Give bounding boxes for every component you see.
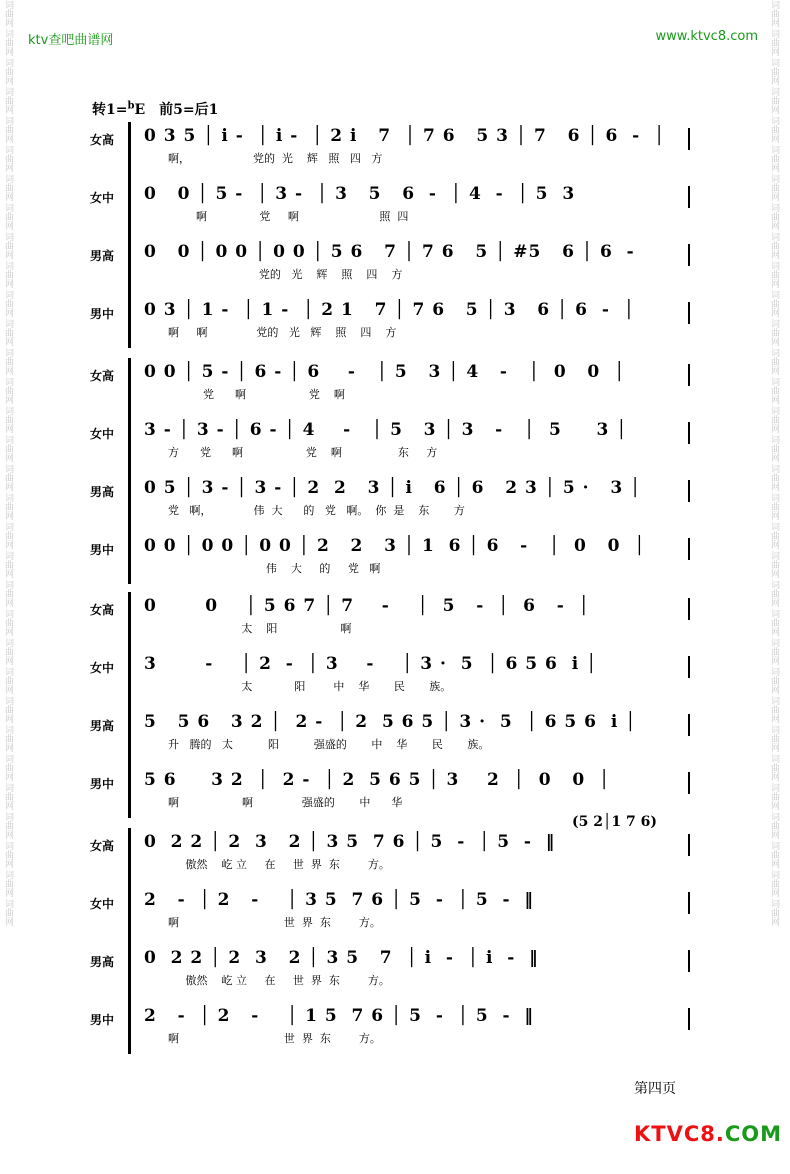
watermark-glyph: 词曲网 (769, 174, 779, 201)
watermark-glyph: 词曲网 (3, 493, 13, 520)
watermark-glyph: 词曲网 (769, 232, 779, 259)
part-name: 女高 (90, 369, 115, 383)
lyrics-line: 方 党 啊 党 啊 东 方 (168, 446, 438, 459)
lyrics-line: 啊 党 啊 照 四 (168, 210, 409, 223)
watermark-glyph: 词曲网 (769, 754, 779, 781)
watermark-glyph: 词曲网 (769, 464, 779, 491)
end-barline (688, 1008, 690, 1030)
watermark-glyph: 词曲网 (769, 203, 779, 230)
side-watermark-left (2, 0, 22, 928)
watermark-glyph: 词曲网 (3, 783, 13, 810)
end-barline (688, 656, 690, 678)
watermark-glyph: 词曲网 (769, 609, 779, 636)
lyrics-line: 傲然 屹 立 在 世 界 东 方。 (168, 858, 390, 871)
staff-row (90, 420, 690, 464)
staff-row (90, 654, 690, 698)
end-barline (688, 186, 690, 208)
end-barline (688, 302, 690, 324)
watermark-glyph: 词曲网 (3, 725, 13, 752)
watermark-glyph: 词曲网 (769, 116, 779, 143)
staff-row (90, 242, 690, 286)
watermark-glyph: 词曲网 (3, 638, 13, 665)
lyrics-line: 伟 大 的 党 啊 (168, 562, 381, 575)
part-name: 男高 (90, 955, 115, 969)
watermark-glyph: 词曲网 (3, 261, 13, 288)
watermark-glyph: 词曲网 (3, 435, 13, 462)
lyrics-line: 啊 啊 强盛的 中 华 (168, 796, 403, 809)
lyrics-line: 升 腾的 太 阳 强盛的 中 华 民 族。 (168, 738, 490, 751)
part-name: 女中 (90, 427, 115, 441)
end-barline (688, 892, 690, 914)
notation-line: 0 0 │ 0 0 │ 0 0 │ 2 2 3 │ 1 6 │ 6 - │ 0 0 │ (144, 536, 646, 556)
lyrics-line: 党的 光 辉 照 四 方 (168, 268, 403, 281)
watermark-glyph: 词曲网 (3, 348, 13, 375)
part-name: 女高 (90, 133, 115, 147)
watermark-glyph: 词曲网 (3, 667, 13, 694)
watermark-glyph: 词曲网 (769, 783, 779, 810)
part-name: 男中 (90, 307, 115, 321)
lyrics-line: 啊 世 界 东 方。 (168, 916, 381, 929)
tempo-mark: 前5=后1 (145, 102, 219, 118)
watermark-glyph: 词曲网 (769, 435, 779, 462)
watermark-glyph: 词曲网 (3, 203, 13, 230)
staff-row (90, 596, 690, 640)
notation-line: 0 2 2 │ 2 3 2 │ 3 5 7 │ i - │ i - ‖ (144, 948, 539, 968)
watermark-glyph: 词曲网 (769, 522, 779, 549)
watermark-glyph: 词曲网 (3, 232, 13, 259)
lyrics-line: 傲然 屹 立 在 世 界 东 方。 (168, 974, 390, 987)
watermark-glyph: 词曲网 (769, 58, 779, 85)
score-system (90, 596, 690, 828)
watermark-glyph: 词曲网 (3, 899, 13, 926)
notation-line: 2 - │ 2 - │ 3 5 7 6 │ 5 - │ 5 - ‖ (144, 890, 534, 910)
watermark-glyph: 词曲网 (3, 319, 13, 346)
logo-com: COM (724, 1122, 783, 1146)
watermark-glyph: 词曲网 (3, 29, 13, 56)
site-name[interactable]: ktv查吧曲谱网 (28, 33, 114, 48)
watermark-glyph: 词曲网 (3, 116, 13, 143)
watermark-glyph: 词曲网 (3, 580, 13, 607)
watermark-glyph: 词曲网 (3, 290, 13, 317)
part-name: 男高 (90, 485, 115, 499)
end-barline (688, 772, 690, 794)
end-barline (688, 714, 690, 736)
interlude-mark: (5 2│1 7 6) (572, 814, 658, 830)
watermark-glyph: 词曲网 (769, 725, 779, 752)
end-barline (688, 598, 690, 620)
part-name: 女高 (90, 603, 115, 617)
part-name: 男高 (90, 719, 115, 733)
watermark-glyph: 词曲网 (3, 0, 13, 27)
watermark-glyph: 词曲网 (769, 145, 779, 172)
watermark-glyph: 词曲网 (3, 551, 13, 578)
notation-line: 0 2 2 │ 2 3 2 │ 3 5 7 6 │ 5 - │ 5 - ‖ (144, 832, 556, 852)
watermark-glyph: 词曲网 (3, 87, 13, 114)
staff-row (90, 300, 690, 344)
watermark-glyph: 词曲网 (769, 377, 779, 404)
part-name: 女中 (90, 897, 115, 911)
notation-line: 3 - │ 3 - │ 6 - │ 4 - │ 5 3 │ 3 - │ 5 3 │ (144, 420, 628, 440)
watermark-glyph: 词曲网 (769, 667, 779, 694)
end-barline (688, 538, 690, 560)
staff-row (90, 712, 690, 756)
end-barline (688, 950, 690, 972)
watermark-glyph: 词曲网 (769, 696, 779, 723)
site-logo[interactable] (634, 1122, 782, 1146)
watermark-glyph: 词曲网 (3, 870, 13, 897)
part-name: 男高 (90, 249, 115, 263)
end-barline (688, 364, 690, 386)
watermark-glyph: 词曲网 (3, 145, 13, 172)
staff-row (90, 478, 690, 522)
end-barline (688, 128, 690, 150)
score-system (90, 832, 690, 1064)
key-signature (92, 99, 218, 119)
watermark-glyph: 词曲网 (769, 87, 779, 114)
notation-line: 0 0 │ 5 - │ 6 - │ 6 - │ 5 3 │ 4 - │ 0 0 │ (144, 362, 626, 382)
end-barline (688, 480, 690, 502)
lyrics-line: 啊 世 界 东 方。 (168, 1032, 381, 1045)
watermark-glyph: 词曲网 (3, 754, 13, 781)
part-name: 女中 (90, 661, 115, 675)
notation-line: 0 0 │ 5 - │ 3 - │ 3 5 6 - │ 4 - │ 5 3 (144, 184, 576, 204)
lyrics-line: 啊， 党的 光 辉 照 四 方 (168, 152, 383, 165)
key-prefix: 转1= (92, 102, 128, 118)
watermark-glyph: 词曲网 (3, 174, 13, 201)
watermark-glyph: 词曲网 (769, 0, 779, 27)
notation-line: 3 - │ 2 - │ 3 - │ 3 · 5 │ 6 5 6 i │ (144, 654, 598, 674)
watermark-glyph: 词曲网 (3, 464, 13, 491)
staff-row (90, 536, 690, 580)
notation-line: 0 0 │ 5 6 7 │ 7 - │ 5 - │ 6 - │ (144, 596, 590, 616)
watermark-glyph: 词曲网 (769, 261, 779, 288)
lyrics-line: 啊 啊 党的 光 辉 照 四 方 (168, 326, 397, 339)
part-name: 男中 (90, 543, 115, 557)
lyrics-line: 太 阳 啊 (168, 622, 352, 635)
watermark-glyph: 词曲网 (769, 870, 779, 897)
notation-line: 0 5 │ 3 - │ 3 - │ 2 2 3 │ i 6 │ 6 2 3 │ 5 · 3 │ (144, 478, 642, 498)
watermark-glyph: 词曲网 (3, 812, 13, 839)
staff-row (90, 1006, 690, 1050)
watermark-glyph: 词曲网 (769, 29, 779, 56)
staff-row (90, 948, 690, 992)
end-barline (688, 244, 690, 266)
staff-row (90, 770, 690, 814)
staff-row (90, 184, 690, 228)
lyrics-line: 党 啊 党 啊 (168, 388, 345, 401)
staff-row (90, 832, 690, 876)
watermark-glyph: 词曲网 (769, 580, 779, 607)
watermark-glyph: 词曲网 (769, 406, 779, 433)
watermark-glyph: 词曲网 (769, 319, 779, 346)
part-name: 女高 (90, 839, 115, 853)
watermark-glyph: 词曲网 (3, 696, 13, 723)
site-url[interactable]: www.ktvc8.com (655, 29, 758, 44)
lyrics-line: 太 阳 中 华 民 族。 (168, 680, 452, 693)
end-barline (688, 422, 690, 444)
watermark-glyph: 词曲网 (769, 551, 779, 578)
flat-sign: b (127, 100, 135, 112)
logo-dot: . (715, 1122, 725, 1146)
lyrics-line: 党 啊， 伟 大 的 党 啊。 你 是 东 方 (168, 504, 465, 517)
logo-c8: C8 (683, 1122, 716, 1146)
watermark-glyph: 词曲网 (3, 609, 13, 636)
score-system (90, 362, 690, 594)
page-number: 第四页 (634, 1081, 676, 1097)
notation-line: 5 5 6 3 2 │ 2 - │ 2 5 6 5 │ 3 · 5 │ 6 5 6 i │ (144, 712, 637, 732)
notation-line: 0 0 │ 0 0 │ 0 0 │ 5 6 7 │ 7 6 5 │ #5 6 │ 6 - (144, 242, 635, 262)
watermark-glyph: 词曲网 (3, 406, 13, 433)
part-name: 女中 (90, 191, 115, 205)
staff-row (90, 890, 690, 934)
notation-line: 5 6 3 2 │ 2 - │ 2 5 6 5 │ 3 2 │ 0 0 │ (144, 770, 611, 790)
part-name: 男中 (90, 1013, 115, 1027)
score-system (90, 126, 690, 358)
staff-row (90, 126, 690, 170)
notation-line: 2 - │ 2 - │ 1 5 7 6 │ 5 - │ 5 - ‖ (144, 1006, 534, 1026)
watermark-glyph: 词曲网 (769, 493, 779, 520)
end-barline (688, 834, 690, 856)
notation-line: 0 3 │ 1 - │ 1 - │ 2 1 7 │ 7 6 5 │ 3 6 │ 6 - │ (144, 300, 635, 320)
watermark-glyph: 词曲网 (769, 899, 779, 926)
notation-line: 0 3 5 │ i - │ i - │ 2 i 7 │ 7 6 5 3 │ 7 6 │ 6 - │ (144, 126, 666, 146)
watermark-glyph: 词曲网 (3, 522, 13, 549)
side-watermark-right (768, 0, 788, 928)
watermark-glyph: 词曲网 (769, 348, 779, 375)
part-name: 男中 (90, 777, 115, 791)
watermark-glyph: 词曲网 (3, 377, 13, 404)
watermark-glyph: 词曲网 (3, 58, 13, 85)
staff-row (90, 362, 690, 406)
watermark-glyph: 词曲网 (769, 812, 779, 839)
key-letter: E (134, 102, 146, 118)
watermark-glyph: 词曲网 (769, 638, 779, 665)
watermark-glyph: 词曲网 (769, 841, 779, 868)
watermark-glyph: 词曲网 (769, 290, 779, 317)
logo-ktv: KTV (634, 1122, 684, 1146)
watermark-glyph: 词曲网 (3, 841, 13, 868)
